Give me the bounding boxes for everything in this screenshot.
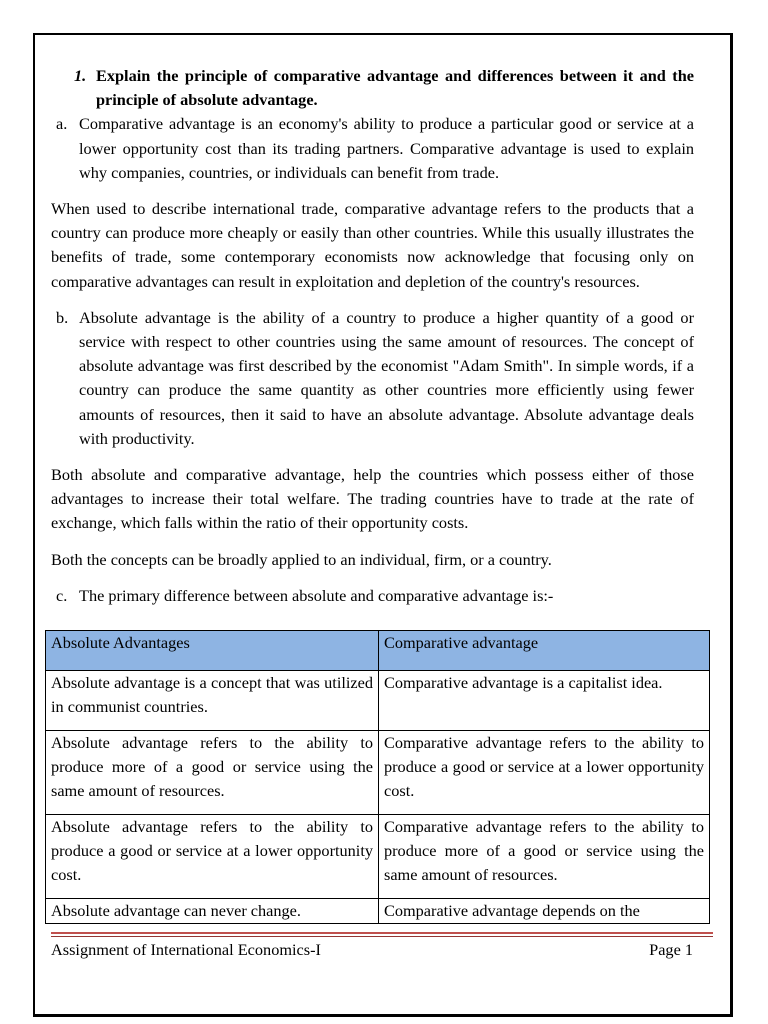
list-marker-c: c.	[56, 585, 68, 605]
table-cell: Comparative advantage is a capitalist idea.	[379, 671, 710, 731]
list-text-b: Absolute advantage is the ability of a country to produce a higher quantity of a good or service with respect to other countries using the same amount of resources. The concept of absolute advantage was first described by the economist "Adam Smith". In simple words, if a country can produce the same quantity as other countries more efficiently using fewer amounts of resources, then it said to have an absolute advantage. Absolute advantage deals with productivity.	[79, 307, 694, 448]
table-row	[46, 671, 710, 731]
question-heading	[51, 64, 694, 112]
paragraph-2: Both absolute and comparative advantage, help the countries which possess either of those advantages to increase their total welfare. The trading countries have to trade at the rate of exchange, which falls within the ratio of their opportunity costs.	[51, 465, 694, 533]
list-text-a: Comparative advantage is an economy's ability to produce a particular good or service at a lower opportunity cost than its trading partners. Comparative advantage is used to explain why companies, countries, or individuals can benefit from trade.	[79, 114, 694, 182]
table-cell: Comparative advantage depends on the	[379, 899, 710, 924]
question-number: 1.	[74, 66, 87, 85]
table-row	[46, 731, 710, 815]
comparison-table	[45, 630, 710, 924]
document-body	[51, 64, 694, 608]
list-marker-a: a.	[56, 114, 68, 134]
footer-rule	[51, 932, 713, 934]
question-text: Explain the principle of comparative advantage and differences between it and the principle of absolute advantage.	[96, 66, 694, 110]
table-cell: Absolute advantage can never change.	[46, 899, 379, 924]
table-cell: Comparative advantage refers to the ability to produce a good or service at a lower opportunity cost.	[379, 731, 710, 815]
table-header-row	[46, 631, 710, 671]
table-cell: Absolute advantage is a concept that was utilized in communist countries.	[46, 671, 379, 731]
table-header-absolute: Absolute Advantages	[46, 631, 379, 671]
page-number: Page 1	[649, 940, 693, 959]
list-item-c	[51, 584, 694, 608]
footer-title: Assignment of International Economics-I	[51, 940, 321, 959]
list-text-c: The primary difference between absolute and comparative advantage is:-	[79, 585, 554, 605]
table-cell: Absolute advantage refers to the ability to produce more of a good or service using the same amount of resources.	[46, 731, 379, 815]
footer-rule-thin	[51, 936, 713, 937]
table-cell: Absolute advantage refers to the ability to produce a good or service at a lower opportunity cost.	[46, 815, 379, 899]
table-row	[46, 899, 710, 924]
list-marker-b: b.	[56, 307, 69, 327]
table-row	[46, 815, 710, 899]
list-item-a	[51, 112, 694, 185]
table-header-comparative: Comparative advantage	[379, 631, 710, 671]
list-item-b	[51, 306, 694, 451]
table-cell: Comparative advantage refers to the ability to produce more of a good or service using the same amount of resources.	[379, 815, 710, 899]
paragraph-3: Both the concepts can be broadly applied to an individual, firm, or a country.	[51, 549, 552, 569]
paragraph-1: When used to describe international trade, comparative advantage refers to the products that a country can produce more cheaply or easily than other countries. While this usually illustrates the benefits of trade, some contemporary economists now acknowledge that focusing only on comparative advantages can result in exploitation and depletion of the country's resources.	[51, 199, 694, 291]
